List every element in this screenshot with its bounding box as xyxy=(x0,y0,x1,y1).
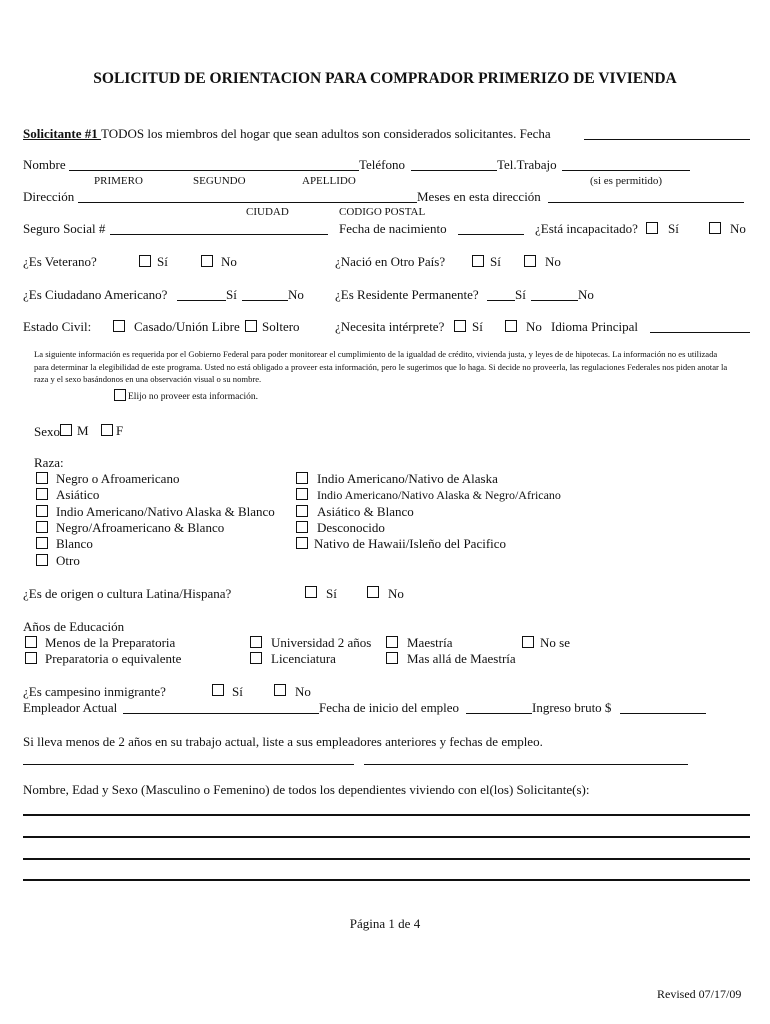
veterano-no-checkbox[interactable] xyxy=(201,255,213,267)
edu-menos-prep-label: Menos de la Preparatoria xyxy=(45,635,176,650)
interprete-no-label: No xyxy=(526,319,542,334)
raza-otro-checkbox[interactable] xyxy=(36,554,48,566)
campesino-si-label: Sí xyxy=(232,684,243,699)
idioma-label: Idioma Principal xyxy=(551,319,639,334)
raza-indio-alaska-label: Indio Americano/Nativo de Alaska xyxy=(317,471,498,486)
otro-pais-si-label: Sí xyxy=(490,254,501,269)
estado-civil-label: Estado Civil: xyxy=(23,319,92,334)
edu-no-se-checkbox[interactable] xyxy=(522,636,534,648)
edu-universidad-label: Universidad 2 años xyxy=(271,635,372,650)
raza-asiatico-blanco-checkbox[interactable] xyxy=(296,505,308,517)
edu-maestria-checkbox[interactable] xyxy=(386,636,398,648)
incapacitado-si-label: Sí xyxy=(668,221,679,236)
page-title: SOLICITUD DE ORIENTACION PARA COMPRADOR PRIMERIZO DE VIVIENDA xyxy=(93,70,677,87)
incapacitado-no-label: No xyxy=(730,221,746,236)
latino-no-label: No xyxy=(388,586,404,601)
disclaimer-text: La siguiente información es requerida por el Gobierno Federal para poder monitorear el cumplimiento de la igualdad de crédito, vivienda justa, y leyes de de hipotecas. La información no es utilizada para determinar la elegibilidad de este programa. Usted no está obligado a proveer esta información, pero le sugerimos que lo haga. Si decide no proveerla, las regulaciones Federales nos piden anotar la raza y el sexo basándonos en una observación visual o su nombre. xyxy=(34,349,728,384)
interprete-si-checkbox[interactable] xyxy=(454,320,466,332)
edu-prep-label: Preparatoria o equivalente xyxy=(45,651,182,666)
sexo-f-label: F xyxy=(116,423,124,438)
nombre-field[interactable] xyxy=(69,170,359,171)
edu-universidad-checkbox[interactable] xyxy=(250,636,262,648)
raza-indio-blanco-label: Indio Americano/Nativo Alaska & Blanco xyxy=(56,504,275,519)
raza-indio-negro-label: Indio Americano/Nativo Alaska & Negro/Africano xyxy=(317,488,561,502)
apellido-caption: APELLIDO xyxy=(302,175,356,187)
tel-trabajo-field[interactable] xyxy=(562,170,690,171)
dependiente-line-3[interactable] xyxy=(23,858,750,860)
nombre-label: Nombre xyxy=(23,157,66,172)
sexo-m-checkbox[interactable] xyxy=(60,424,72,436)
raza-blanco-checkbox[interactable] xyxy=(36,537,48,549)
empleador-anterior-field-2[interactable] xyxy=(364,764,688,765)
applicant-intro: Solicitante #1 TODOS los miembros del hogar que sean adultos son considerados solicitantes. Fecha xyxy=(23,126,551,141)
casado-checkbox[interactable] xyxy=(113,320,125,332)
residente-label: ¿Es Residente Permanente? xyxy=(335,287,479,302)
campesino-si-checkbox[interactable] xyxy=(212,684,224,696)
edu-licenciatura-checkbox[interactable] xyxy=(250,652,262,664)
edu-no-se-label: No se xyxy=(540,635,570,650)
edu-mas-alla-checkbox[interactable] xyxy=(386,652,398,664)
telefono-field[interactable] xyxy=(411,170,497,171)
raza-negro-checkbox[interactable] xyxy=(36,472,48,484)
raza-label: Raza: xyxy=(34,455,64,470)
edu-maestria-label: Maestría xyxy=(407,635,453,650)
meses-field[interactable] xyxy=(548,202,744,203)
veterano-si-checkbox[interactable] xyxy=(139,255,151,267)
incapacitado-si-checkbox[interactable] xyxy=(646,222,658,234)
ciudadano-si-field[interactable] xyxy=(177,300,226,301)
raza-hawaii-label: Nativo de Hawaii/Isleño del Pacifico xyxy=(314,536,507,551)
codigo-postal-caption: CODIGO POSTAL xyxy=(339,206,426,218)
raza-desconocido-label: Desconocido xyxy=(317,520,385,535)
direccion-label: Dirección xyxy=(23,189,75,204)
dependientes-text: Nombre, Edad y Sexo (Masculino o Femenino) de todos los dependientes viviendo con el(los) Solicitante(s): xyxy=(23,782,590,797)
tel-trabajo-label: Tel.Trabajo xyxy=(497,157,557,172)
telefono-label: Teléfono xyxy=(359,157,406,172)
raza-asiatico-blanco-label: Asiático & Blanco xyxy=(317,504,414,519)
campesino-no-checkbox[interactable] xyxy=(274,684,286,696)
primero-caption: PRIMERO xyxy=(94,175,143,187)
latino-no-checkbox[interactable] xyxy=(367,586,379,598)
ingreso-field[interactable] xyxy=(620,713,706,714)
casado-label: Casado/Unión Libre xyxy=(134,319,240,334)
latino-si-label: Sí xyxy=(326,586,337,601)
sexo-label: Sexo xyxy=(34,424,60,439)
dependiente-line-1[interactable] xyxy=(23,814,750,816)
empleador-label: Empleador Actual xyxy=(23,700,118,715)
menos-2-anos-text: Si lleva menos de 2 años en su trabajo actual, liste a sus empleadores anteriores y fechas de empleo. xyxy=(23,734,543,749)
sexo-m-label: M xyxy=(77,423,89,438)
fecha-inicio-label: Fecha de inicio del empleo xyxy=(319,700,460,715)
ciudadano-no-label: No xyxy=(288,287,304,302)
veterano-no-label: No xyxy=(221,254,237,269)
raza-indio-blanco-checkbox[interactable] xyxy=(36,505,48,517)
veterano-si-label: Sí xyxy=(157,254,168,269)
segundo-caption: SEGUNDO xyxy=(193,175,246,187)
incapacitado-label: ¿Está incapacitado? xyxy=(535,221,638,236)
dependiente-line-4[interactable] xyxy=(23,879,750,881)
seguro-social-field[interactable] xyxy=(110,234,328,235)
sexo-f-checkbox[interactable] xyxy=(101,424,113,436)
fecha-field[interactable] xyxy=(584,139,750,140)
fecha-nacimiento-label: Fecha de nacimiento xyxy=(339,221,447,236)
raza-blanco-label: Blanco xyxy=(56,536,93,551)
raza-negro-label: Negro o Afroamericano xyxy=(56,471,180,486)
ingreso-label: Ingreso bruto $ xyxy=(532,700,612,715)
fecha-inicio-field[interactable] xyxy=(466,713,532,714)
residente-si-field[interactable] xyxy=(487,300,515,301)
otro-pais-si-checkbox[interactable] xyxy=(472,255,484,267)
revised-date: Revised 07/17/09 xyxy=(657,987,742,1001)
interprete-si-label: Sí xyxy=(472,319,483,334)
ciudad-caption: CIUDAD xyxy=(246,206,289,218)
applicant-heading: Solicitante #1 xyxy=(23,126,101,141)
residente-no-field[interactable] xyxy=(531,300,578,301)
raza-indio-alaska-checkbox[interactable] xyxy=(296,472,308,484)
elijo-no-label: Elijo no proveer esta información. xyxy=(128,392,259,402)
seguro-social-label: Seguro Social # xyxy=(23,221,106,236)
raza-negro-blanco-checkbox[interactable] xyxy=(36,521,48,533)
otro-pais-label: ¿Nació en Otro País? xyxy=(335,254,446,269)
otro-pais-no-label: No xyxy=(545,254,561,269)
latino-label: ¿Es de origen o cultura Latina/Hispana? xyxy=(23,586,232,601)
raza-asiatico-checkbox[interactable] xyxy=(36,488,48,500)
ciudadano-label: ¿Es Ciudadano Americano? xyxy=(23,287,168,302)
elijo-no-checkbox[interactable] xyxy=(114,389,126,401)
page-number: Página 1 de 4 xyxy=(349,916,421,931)
direccion-field[interactable] xyxy=(78,202,417,203)
edu-licenciatura-label: Licenciatura xyxy=(271,651,336,666)
ciudadano-no-field[interactable] xyxy=(242,300,288,301)
raza-indio-negro-checkbox[interactable] xyxy=(296,488,308,500)
veterano-label: ¿Es Veterano? xyxy=(23,254,97,269)
edu-mas-alla-label: Mas allá de Maestría xyxy=(407,651,516,666)
otro-pais-no-checkbox[interactable] xyxy=(524,255,536,267)
si-es-permitido-caption: (si es permitido) xyxy=(590,175,663,187)
meses-label: Meses en esta dirección xyxy=(417,189,541,204)
edu-menos-prep-checkbox[interactable] xyxy=(25,636,37,648)
soltero-checkbox[interactable] xyxy=(245,320,257,332)
interprete-label: ¿Necesita intérprete? xyxy=(335,319,445,334)
campesino-no-label: No xyxy=(295,684,311,699)
interprete-no-checkbox[interactable] xyxy=(505,320,517,332)
incapacitado-no-checkbox[interactable] xyxy=(709,222,721,234)
ciudadano-si-label: Sí xyxy=(226,287,237,302)
residente-no-label: No xyxy=(578,287,594,302)
edu-prep-checkbox[interactable] xyxy=(25,652,37,664)
fecha-nacimiento-field[interactable] xyxy=(458,234,524,235)
idioma-field[interactable] xyxy=(650,332,750,333)
latino-si-checkbox[interactable] xyxy=(305,586,317,598)
soltero-label: Soltero xyxy=(262,319,300,334)
empleador-anterior-field-1[interactable] xyxy=(23,764,354,765)
raza-otro-label: Otro xyxy=(56,553,80,568)
educacion-label: Años de Educación xyxy=(23,619,125,634)
raza-asiatico-label: Asiático xyxy=(56,487,100,502)
residente-si-label: Sí xyxy=(515,287,526,302)
raza-negro-blanco-label: Negro/Afroamericano & Blanco xyxy=(56,520,225,535)
campesino-label: ¿Es campesino inmigrante? xyxy=(23,684,166,699)
raza-hawaii-checkbox[interactable] xyxy=(296,537,308,549)
dependiente-line-2[interactable] xyxy=(23,836,750,838)
empleador-field[interactable] xyxy=(123,713,319,714)
raza-desconocido-checkbox[interactable] xyxy=(296,521,308,533)
